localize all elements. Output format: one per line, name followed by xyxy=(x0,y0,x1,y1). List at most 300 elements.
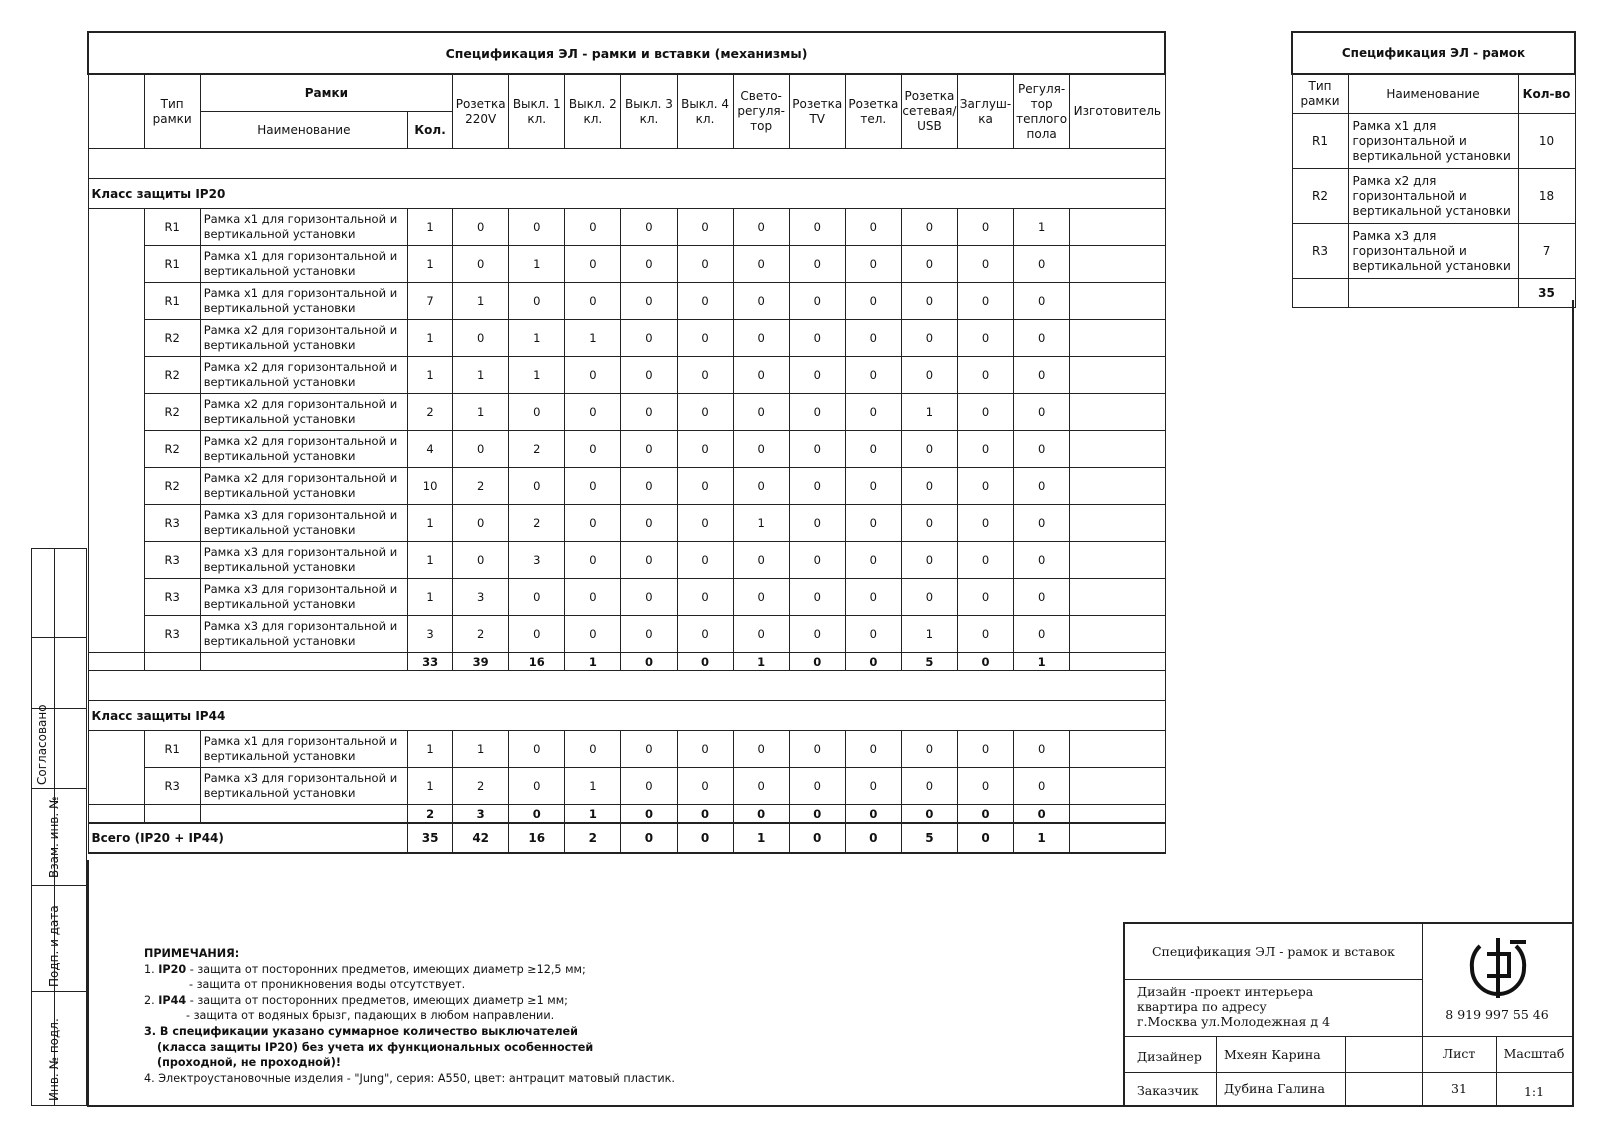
value-cell: 0 xyxy=(789,579,845,616)
stamp-project xyxy=(1125,979,1423,1037)
total-label: Всего (IP20 + IP44) xyxy=(88,823,408,853)
frame-name-cell: Рамка х3 для горизонтальной и вертикальной установки xyxy=(200,579,407,616)
value-cell: 0 xyxy=(845,246,901,283)
frame-qty-cell: 1 xyxy=(408,731,453,768)
value-cell: 0 xyxy=(677,468,733,505)
inv-orig-label: Инв. № подл. xyxy=(47,1018,61,1101)
value-cell: 0 xyxy=(845,357,901,394)
notes-title: ПРИМЕЧАНИЯ: xyxy=(144,947,240,960)
frame-qty-cell: 1 xyxy=(408,542,453,579)
value-cell: 0 xyxy=(957,542,1013,579)
subtotal-value: 0 xyxy=(845,805,901,824)
value-cell: 0 xyxy=(565,209,621,246)
maker-cell xyxy=(1070,468,1165,505)
subtotal-value: 0 xyxy=(1014,805,1070,824)
note-1-cont: - защита от проникновения воды отсутствует. xyxy=(189,978,466,992)
value-cell: 0 xyxy=(677,246,733,283)
agreed-label: Согласовано xyxy=(35,704,49,785)
total-value: 1 xyxy=(1014,823,1070,853)
value-cell: 1 xyxy=(453,283,509,320)
subtotal-empty xyxy=(144,653,200,671)
table-row xyxy=(88,357,1165,394)
subtotal-value: 0 xyxy=(677,805,733,824)
value-cell: 0 xyxy=(453,246,509,283)
total-maker-empty xyxy=(1070,823,1165,853)
subtotal-value: 3 xyxy=(453,805,509,824)
value-cell: 0 xyxy=(621,768,677,805)
frame-type-cell: R3 xyxy=(1292,224,1348,279)
stamp-designer-label: Дизайнер xyxy=(1125,1036,1217,1073)
header-qty: Кол. xyxy=(408,112,453,149)
value-cell: 0 xyxy=(677,431,733,468)
value-cell: 0 xyxy=(621,505,677,542)
frame-type-cell: R3 xyxy=(144,579,200,616)
value-cell: 0 xyxy=(621,579,677,616)
maker-cell xyxy=(1070,394,1165,431)
frame-type-cell: R1 xyxy=(144,209,200,246)
subtotal-value: 0 xyxy=(901,805,957,824)
total-value: 0 xyxy=(845,823,901,853)
frame-name-cell: Рамка х1 для горизонтальной и вертикальной установки xyxy=(200,246,407,283)
frame-type-cell: R2 xyxy=(144,357,200,394)
value-cell: 0 xyxy=(733,768,789,805)
header-type: Тип рамки xyxy=(144,74,200,149)
frame-type-cell: R2 xyxy=(144,468,200,505)
frame-type-cell: R3 xyxy=(144,505,200,542)
note-3-line2: (класса защиты IP20) без учета их функциональных особенностей xyxy=(157,1040,594,1054)
frame-name-cell: Рамка х2 для горизонтальной и вертикальной установки xyxy=(1348,169,1518,224)
subtotal-value: 16 xyxy=(509,653,565,671)
value-cell: 0 xyxy=(957,768,1013,805)
blank-row xyxy=(88,671,1165,701)
frame-type-cell: R3 xyxy=(144,616,200,653)
side-total-row xyxy=(1292,279,1575,308)
value-cell: 0 xyxy=(677,768,733,805)
value-cell: 0 xyxy=(845,616,901,653)
value-cell: 0 xyxy=(789,542,845,579)
value-cell: 0 xyxy=(733,357,789,394)
subtotal-value: 0 xyxy=(845,653,901,671)
margin-cell xyxy=(31,548,87,638)
frame-name-cell: Рамка х3 для горизонтальной и вертикальной установки xyxy=(200,768,407,805)
value-cell: 0 xyxy=(733,209,789,246)
value-cell: 0 xyxy=(957,731,1013,768)
subtotal-value: 1 xyxy=(733,653,789,671)
value-cell: 0 xyxy=(677,209,733,246)
header-usb: Розетка сетевая/ USB xyxy=(901,74,957,149)
stamp-client-label: Заказчик xyxy=(1125,1072,1217,1107)
value-cell: 0 xyxy=(1014,320,1070,357)
frame-type-cell: R2 xyxy=(1292,169,1348,224)
value-cell: 3 xyxy=(509,542,565,579)
value-cell: 0 xyxy=(789,768,845,805)
value-cell: 0 xyxy=(845,431,901,468)
value-cell: 2 xyxy=(453,468,509,505)
value-cell: 0 xyxy=(565,542,621,579)
subtotal-value: 0 xyxy=(789,805,845,824)
value-cell: 0 xyxy=(509,468,565,505)
total-value: 0 xyxy=(621,823,677,853)
frame-type-cell: R3 xyxy=(144,768,200,805)
stamp-sheet-value: 31 xyxy=(1422,1072,1497,1107)
value-cell: 1 xyxy=(453,357,509,394)
maker-cell xyxy=(1070,320,1165,357)
value-cell: 0 xyxy=(733,468,789,505)
value-cell: 0 xyxy=(901,731,957,768)
grand-total-row xyxy=(88,823,1165,853)
total-qty: 35 xyxy=(408,823,453,853)
value-cell: 0 xyxy=(789,246,845,283)
frame-type-cell: R1 xyxy=(144,731,200,768)
frame-name-cell: Рамка х2 для горизонтальной и вертикальной установки xyxy=(200,431,407,468)
value-cell: 0 xyxy=(621,394,677,431)
frame-name-cell: Рамка х3 для горизонтальной и вертикальной установки xyxy=(1348,224,1518,279)
frame-type-cell: R2 xyxy=(144,394,200,431)
value-cell: 0 xyxy=(901,542,957,579)
header-sw1: Выкл. 1 кл. xyxy=(509,74,565,149)
frame-type-cell: R1 xyxy=(144,283,200,320)
side-total-empty xyxy=(1292,279,1348,308)
value-cell: 0 xyxy=(453,431,509,468)
row-spacer-cell xyxy=(88,731,144,768)
subtotal-qty: 2 xyxy=(408,805,453,824)
row-spacer-cell xyxy=(88,209,144,246)
header-tel: Розетка тел. xyxy=(845,74,901,149)
total-value: 5 xyxy=(901,823,957,853)
maker-cell xyxy=(1070,246,1165,283)
header-empty xyxy=(88,74,144,149)
value-cell: 0 xyxy=(957,579,1013,616)
main-spec-table xyxy=(87,31,1166,854)
value-cell: 0 xyxy=(957,394,1013,431)
frame-qty-cell: 1 xyxy=(408,579,453,616)
stamp-project-line2: квартира по адресу xyxy=(1137,999,1267,1014)
subtotal-value: 0 xyxy=(957,653,1013,671)
value-cell: 0 xyxy=(621,246,677,283)
value-cell: 0 xyxy=(565,616,621,653)
value-cell: 0 xyxy=(957,357,1013,394)
frame-name-cell: Рамка х2 для горизонтальной и вертикальной установки xyxy=(200,357,407,394)
frame-name-cell: Рамка х2 для горизонтальной и вертикальной установки xyxy=(200,468,407,505)
studio-logo-icon xyxy=(1422,924,1572,1014)
value-cell: 2 xyxy=(509,431,565,468)
maker-cell xyxy=(1070,731,1165,768)
total-value: 0 xyxy=(789,823,845,853)
value-cell: 0 xyxy=(845,394,901,431)
value-cell: 0 xyxy=(957,246,1013,283)
frame-name-cell: Рамка х1 для горизонтальной и вертикальной установки xyxy=(1348,114,1518,169)
subtotal-empty xyxy=(144,805,200,824)
value-cell: 1 xyxy=(453,394,509,431)
value-cell: 0 xyxy=(621,357,677,394)
table-row xyxy=(88,431,1165,468)
subtotal-qty: 33 xyxy=(408,653,453,671)
sign-date-label: Подп. и дата xyxy=(47,905,61,987)
value-cell: 0 xyxy=(845,209,901,246)
row-spacer-cell xyxy=(88,357,144,394)
value-cell: 0 xyxy=(677,283,733,320)
subtotal-value: 0 xyxy=(621,805,677,824)
row-spacer-cell xyxy=(88,768,144,805)
value-cell: 0 xyxy=(565,246,621,283)
value-cell: 0 xyxy=(957,320,1013,357)
side-header-name: Наименование xyxy=(1348,74,1518,114)
frame-qty-cell: 10 xyxy=(408,468,453,505)
table-row xyxy=(1292,224,1575,279)
value-cell: 0 xyxy=(565,468,621,505)
frame-qty-cell: 7 xyxy=(1518,224,1575,279)
subtotal-empty xyxy=(1070,653,1165,671)
frame-name-cell: Рамка х1 для горизонтальной и вертикальной установки xyxy=(200,283,407,320)
frame-bottom-line xyxy=(87,1105,1123,1107)
subtotal-value: 39 xyxy=(453,653,509,671)
value-cell: 0 xyxy=(901,209,957,246)
frame-qty-cell: 1 xyxy=(408,209,453,246)
row-spacer-cell xyxy=(88,394,144,431)
side-total-empty xyxy=(1348,279,1518,308)
table-row xyxy=(1292,114,1575,169)
value-cell: 0 xyxy=(789,505,845,542)
value-cell: 0 xyxy=(509,579,565,616)
value-cell: 0 xyxy=(453,505,509,542)
table-row xyxy=(88,768,1165,805)
table-row xyxy=(88,394,1165,431)
value-cell: 0 xyxy=(1014,246,1070,283)
table-row xyxy=(88,209,1165,246)
value-cell: 0 xyxy=(789,320,845,357)
frame-qty-cell: 18 xyxy=(1518,169,1575,224)
value-cell: 0 xyxy=(1014,731,1070,768)
frame-qty-cell: 1 xyxy=(408,246,453,283)
total-value: 42 xyxy=(453,823,509,853)
value-cell: 0 xyxy=(1014,468,1070,505)
value-cell: 0 xyxy=(957,431,1013,468)
value-cell: 0 xyxy=(901,283,957,320)
value-cell: 0 xyxy=(509,209,565,246)
subtotal-row xyxy=(88,653,1165,671)
subtotal-empty xyxy=(1070,805,1165,824)
header-floor: Регуля- тор теплого пола xyxy=(1014,74,1070,149)
frame-name-cell: Рамка х3 для горизонтальной и вертикальной установки xyxy=(200,616,407,653)
side-header-qty: Кол-во xyxy=(1518,74,1575,114)
value-cell: 0 xyxy=(845,283,901,320)
stamp-scale-label: Масштаб xyxy=(1496,1036,1572,1073)
value-cell: 0 xyxy=(621,542,677,579)
table-row xyxy=(1292,169,1575,224)
value-cell: 1 xyxy=(509,320,565,357)
subtotal-value: 0 xyxy=(733,805,789,824)
value-cell: 0 xyxy=(621,731,677,768)
stamp-designer-sign xyxy=(1345,1036,1423,1073)
stamp-project-line3: г.Москва ул.Молодежная д 4 xyxy=(1137,1014,1331,1029)
value-cell: 0 xyxy=(621,320,677,357)
notes-block xyxy=(144,946,704,1086)
value-cell: 0 xyxy=(901,431,957,468)
subtotal-empty xyxy=(200,805,407,824)
value-cell: 1 xyxy=(565,768,621,805)
value-cell: 0 xyxy=(901,768,957,805)
value-cell: 0 xyxy=(509,616,565,653)
frame-name-cell: Рамка х2 для горизонтальной и вертикальной установки xyxy=(200,394,407,431)
total-value: 0 xyxy=(957,823,1013,853)
value-cell: 0 xyxy=(565,394,621,431)
subtotal-empty xyxy=(88,653,144,671)
value-cell: 1 xyxy=(453,731,509,768)
value-cell: 0 xyxy=(733,731,789,768)
value-cell: 0 xyxy=(789,394,845,431)
frame-qty-cell: 10 xyxy=(1518,114,1575,169)
value-cell: 0 xyxy=(789,357,845,394)
frame-qty-cell: 7 xyxy=(408,283,453,320)
value-cell: 0 xyxy=(509,283,565,320)
header-sw3: Выкл. 3 кл. xyxy=(621,74,677,149)
value-cell: 0 xyxy=(733,283,789,320)
inv-swap-label: Взам. инв. № xyxy=(47,796,61,878)
frame-qty-cell: 2 xyxy=(408,394,453,431)
frame-right-line xyxy=(1572,300,1574,924)
note-4: 4. Электроустановочные изделия - "Jung", серия: А550, цвет: антрацит матовый пластик. xyxy=(144,1071,675,1085)
value-cell: 0 xyxy=(789,209,845,246)
header-plug: Заглуш- ка xyxy=(957,74,1013,149)
header-dimmer: Свето- регуля- тор xyxy=(733,74,789,149)
value-cell: 0 xyxy=(453,320,509,357)
value-cell: 1 xyxy=(565,320,621,357)
header-maker: Изготовитель xyxy=(1070,74,1165,149)
stamp-project-line1: Дизайн -проект интерьера xyxy=(1137,984,1314,999)
value-cell: 0 xyxy=(677,394,733,431)
value-cell: 0 xyxy=(621,209,677,246)
value-cell: 2 xyxy=(453,768,509,805)
frame-name-cell: Рамка х3 для горизонтальной и вертикальной установки xyxy=(200,505,407,542)
margin-cell xyxy=(31,637,87,709)
value-cell: 0 xyxy=(789,616,845,653)
frame-qty-cell: 1 xyxy=(408,320,453,357)
frame-qty-cell: 1 xyxy=(408,505,453,542)
value-cell: 0 xyxy=(621,283,677,320)
table-row xyxy=(88,731,1165,768)
subtotal-value: 0 xyxy=(621,653,677,671)
row-spacer-cell xyxy=(88,283,144,320)
value-cell: 2 xyxy=(509,505,565,542)
frame-name-cell: Рамка х2 для горизонтальной и вертикальной установки xyxy=(200,320,407,357)
main-table-title: Спецификация ЭЛ - рамки и вставки (механизмы) xyxy=(88,32,1165,74)
value-cell: 0 xyxy=(789,468,845,505)
note-1: 1. IP20 - защита от посторонних предметов, имеющих диаметр ≥12,5 мм; xyxy=(144,962,586,976)
value-cell: 0 xyxy=(1014,505,1070,542)
table-row xyxy=(88,283,1165,320)
value-cell: 0 xyxy=(621,616,677,653)
value-cell: 0 xyxy=(845,768,901,805)
subtotal-value: 1 xyxy=(1014,653,1070,671)
subtotal-value: 0 xyxy=(677,653,733,671)
stamp-scale-value: 1:1 xyxy=(1523,1084,1545,1099)
value-cell: 0 xyxy=(1014,394,1070,431)
frame-qty-cell: 4 xyxy=(408,431,453,468)
frame-type-cell: R1 xyxy=(1292,114,1348,169)
total-value: 2 xyxy=(565,823,621,853)
value-cell: 0 xyxy=(509,394,565,431)
stamp-doc-title: Спецификация ЭЛ - рамок и вставок xyxy=(1125,924,1423,980)
table-row xyxy=(88,579,1165,616)
value-cell: 0 xyxy=(677,320,733,357)
table-row xyxy=(88,616,1165,653)
value-cell: 2 xyxy=(453,616,509,653)
value-cell: 0 xyxy=(733,431,789,468)
table-row xyxy=(88,542,1165,579)
header-sw2: Выкл. 2 кл. xyxy=(565,74,621,149)
value-cell: 0 xyxy=(957,209,1013,246)
frame-type-cell: R3 xyxy=(144,542,200,579)
value-cell: 0 xyxy=(565,579,621,616)
frame-qty-cell: 3 xyxy=(408,616,453,653)
value-cell: 0 xyxy=(1014,579,1070,616)
value-cell: 0 xyxy=(789,431,845,468)
blank-row xyxy=(88,149,1165,179)
side-table-title: Спецификация ЭЛ - рамок xyxy=(1292,32,1575,74)
value-cell: 1 xyxy=(509,246,565,283)
value-cell: 0 xyxy=(677,542,733,579)
value-cell: 0 xyxy=(733,320,789,357)
value-cell: 0 xyxy=(677,731,733,768)
value-cell: 0 xyxy=(1014,283,1070,320)
total-value: 1 xyxy=(733,823,789,853)
value-cell: 0 xyxy=(453,542,509,579)
value-cell: 0 xyxy=(677,616,733,653)
value-cell: 0 xyxy=(565,357,621,394)
subtotal-empty xyxy=(88,805,144,824)
value-cell: 0 xyxy=(565,431,621,468)
value-cell: 0 xyxy=(901,320,957,357)
value-cell: 0 xyxy=(509,731,565,768)
subtotal-value: 1 xyxy=(565,653,621,671)
value-cell: 0 xyxy=(845,579,901,616)
total-value: 0 xyxy=(677,823,733,853)
value-cell: 0 xyxy=(733,542,789,579)
maker-cell xyxy=(1070,283,1165,320)
subtotal-value: 1 xyxy=(565,805,621,824)
subtotal-value: 5 xyxy=(901,653,957,671)
maker-cell xyxy=(1070,768,1165,805)
value-cell: 0 xyxy=(621,468,677,505)
value-cell: 0 xyxy=(677,579,733,616)
value-cell: 0 xyxy=(733,616,789,653)
row-spacer-cell xyxy=(88,468,144,505)
header-tv: Розетка TV xyxy=(789,74,845,149)
value-cell: 0 xyxy=(1014,357,1070,394)
value-cell: 0 xyxy=(901,246,957,283)
frames-spec-table xyxy=(1291,31,1576,308)
row-spacer-cell xyxy=(88,246,144,283)
row-spacer-cell xyxy=(88,579,144,616)
table-row xyxy=(88,468,1165,505)
section-ip20: Класс защиты IP20 xyxy=(88,179,1165,209)
value-cell: 0 xyxy=(733,579,789,616)
value-cell: 0 xyxy=(901,579,957,616)
frame-name-cell: Рамка х3 для горизонтальной и вертикальной установки xyxy=(200,542,407,579)
value-cell: 0 xyxy=(733,246,789,283)
value-cell: 3 xyxy=(453,579,509,616)
value-cell: 0 xyxy=(901,357,957,394)
value-cell: 0 xyxy=(957,505,1013,542)
stamp-sheet-label: Лист xyxy=(1422,1036,1497,1073)
value-cell: 0 xyxy=(845,731,901,768)
value-cell: 0 xyxy=(1014,431,1070,468)
header-name: Наименование xyxy=(200,112,407,149)
value-cell: 0 xyxy=(677,505,733,542)
frame-type-cell: R2 xyxy=(144,320,200,357)
maker-cell xyxy=(1070,431,1165,468)
row-spacer-cell xyxy=(88,320,144,357)
